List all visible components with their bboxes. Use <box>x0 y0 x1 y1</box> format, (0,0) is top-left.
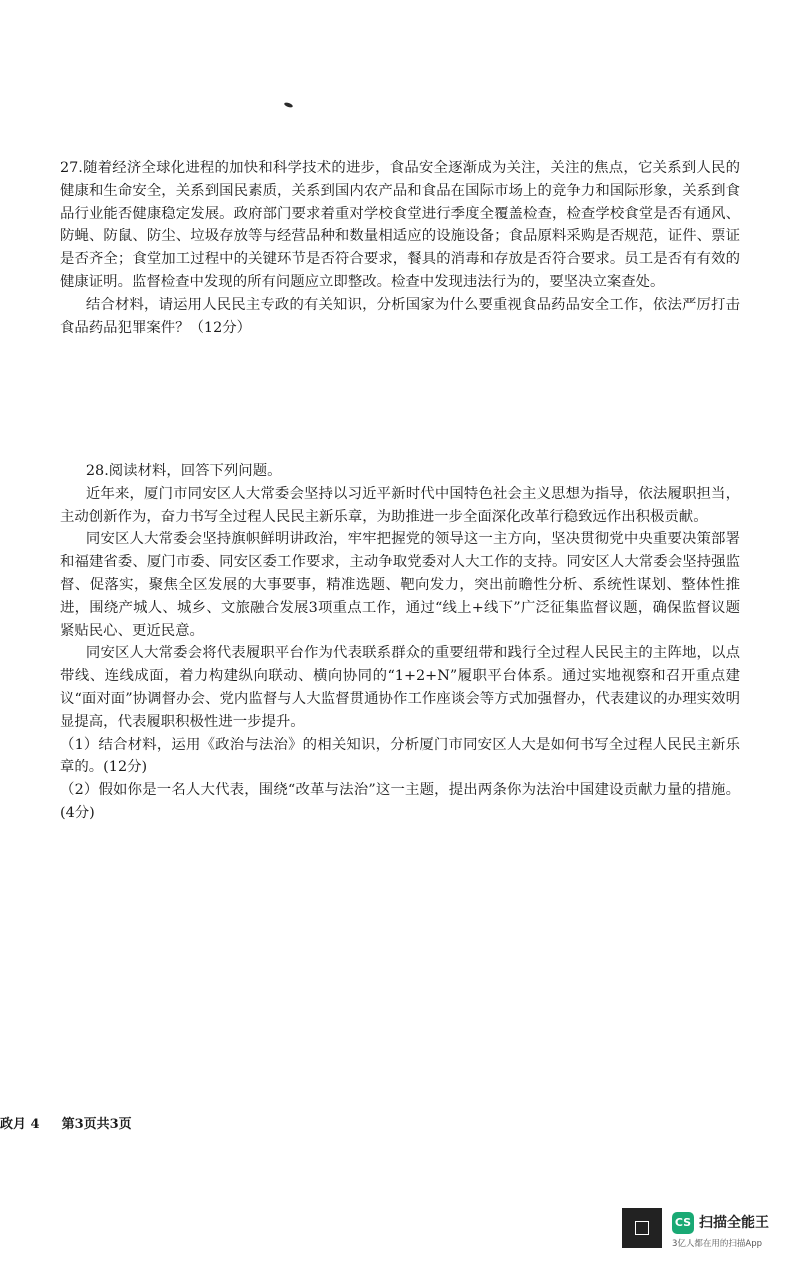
question-28 <box>60 460 740 825</box>
q28-subquestion-2: （2）假如你是一名人大代表，围绕“改革与法治”这一主题，提出两条你为法治中国建设贡献力量的措施。(4分) <box>60 782 740 821</box>
camscanner-logo-icon: CS <box>672 1212 694 1234</box>
qr-code-icon <box>622 1208 662 1248</box>
page-footer <box>0 1113 154 1132</box>
q27-stem: 27.随着经济全球化进程的加快和科学技术的进步，食品安全逐渐成为关注，关注的焦点，它关系到人民的健康和生命安全，关系到国民素质，关系到国内农产品和食品在国际市场上的竞争力和国际形象，关系到食品行业能否健康稳定发展。政府部门要求着重对学校食堂进行季度全覆盖检查，检查学校食堂是否有通风、防蝇、防鼠、防尘、垃圾存放等与经营品种和数量相适应的设施设备；食品原料采购是否规范，证件、票证是否齐全；食堂加工过程中的关键环节是否符合要求，餐具的消毒和存放是否符合要求。员工是否有有效的健康证明。监督检查中发现的所有问题应立即整改。检查中发现违法行为的，要坚决立案查处。 <box>60 160 740 290</box>
footer-subject: 政月 4 <box>0 1117 40 1132</box>
question-27 <box>60 157 740 339</box>
q28-paragraph-2: 同安区人大常委会坚持旗帜鲜明讲政治，牢牢把握党的领导这一主方向，坚决贯彻党中央重要决策部署和福建省委、厦门市委、同安区委工作要求，主动争取党委对人大工作的支持。同安区人大常委会坚持强监督、促落实，聚焦全区发展的大事要事，精准选题、靶向发力，突出前瞻性分析、系统性谋划、整体性推进，围绕产城人、城乡、文旅融合发展3项重点工作，通过“线上+线下”广泛征集监督议题，确保监督议题紧贴民心、更近民意。 <box>60 531 740 639</box>
scanner-watermark <box>622 1208 792 1252</box>
scan-speck <box>284 102 294 109</box>
scanner-app-name: 扫描全能王 <box>699 1215 769 1231</box>
scanner-tagline: 3亿人都在用的扫描App <box>672 1239 763 1249</box>
q28-paragraph-3: 同安区人大常委会将代表履职平台作为代表联系群众的重要纽带和践行全过程人民民主的主阵地，以点带线、连线成面，着力构建纵向联动、横向协同的“1+2+N”履职平台体系。通过实地视察和召开重点建议“面对面”协调督办会、党内监督与人大监督贯通协作工作座谈会等方式加强督办，代表建议的办理实效明显提高，代表履职积极性进一步提升。 <box>60 645 740 730</box>
q28-paragraph-1: 近年来，厦门市同安区人大常委会坚持以习近平新时代中国特色社会主义思想为指导，依法履职担当，主动创新作为，奋力书写全过程人民民主新乐章，为助推进一步全面深化改革行稳致远作出积极贡献。 <box>60 485 740 525</box>
q28-subquestion-1: （1）结合材料，运用《政治与法治》的相关知识，分析厦门市同安区人大是如何书写全过程人民民主新乐章的。(12分) <box>60 736 740 776</box>
footer-page-number: 第3页共3页 <box>61 1117 132 1132</box>
q27-question: 结合材料，请运用人民民主专政的有关知识，分析国家为什么要重视食品药品安全工作，依法严厉打击食品药品犯罪案件？（12分） <box>60 296 740 336</box>
q28-title: 28.阅读材料，回答下列问题。 <box>85 463 282 479</box>
